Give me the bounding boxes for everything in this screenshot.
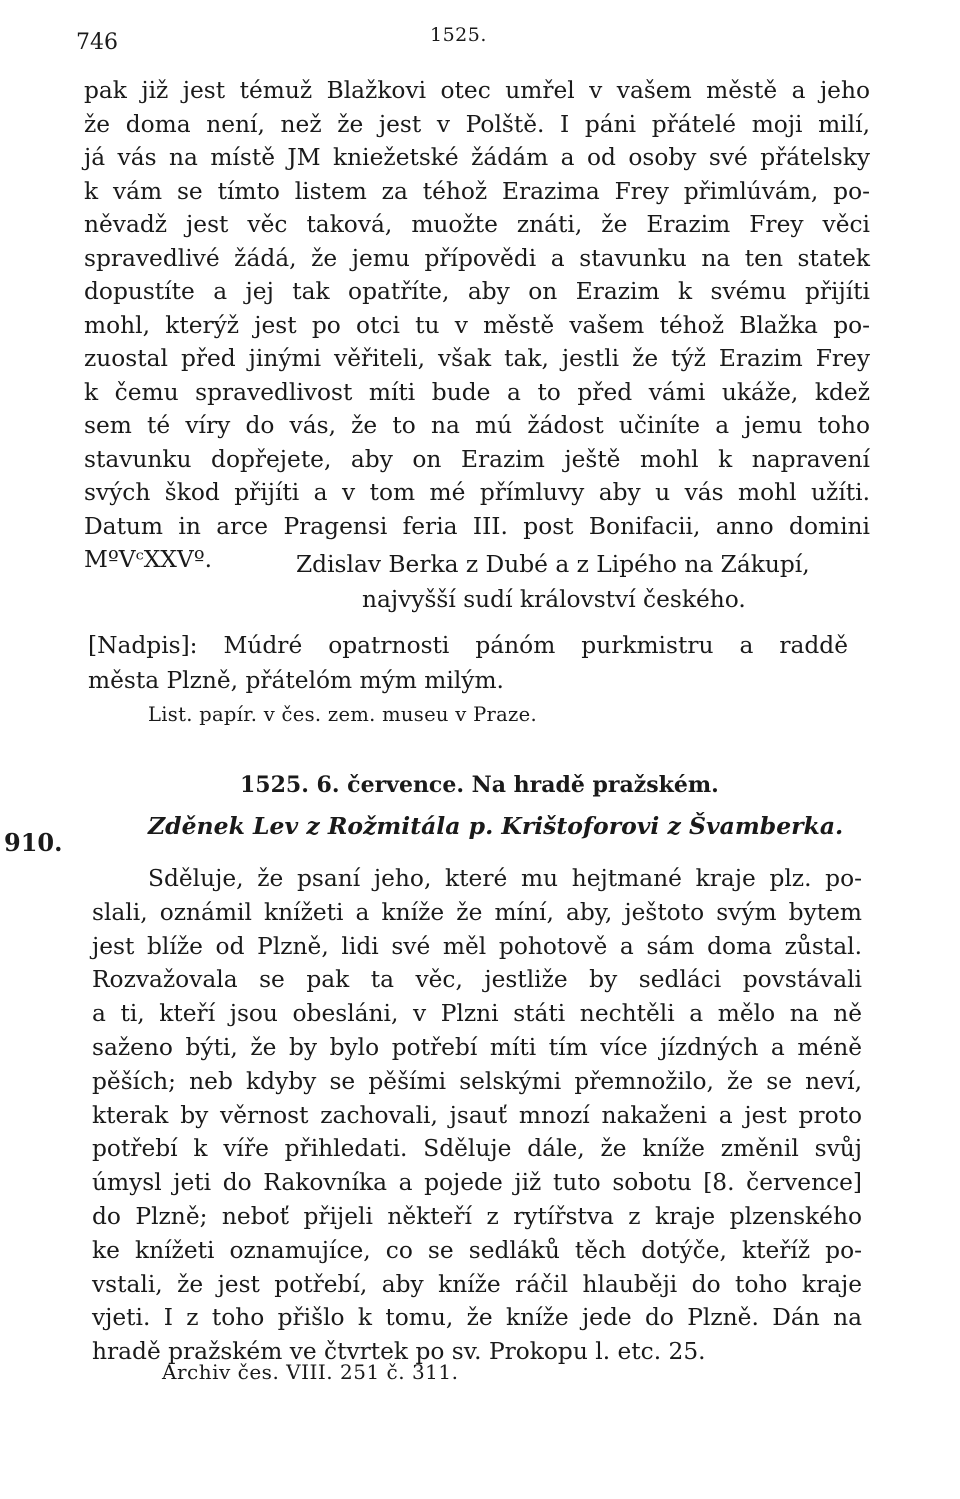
regest-line: Sděluje, že psaní jeho, které mu hejtmané kraje plz. po- (148, 865, 862, 892)
letter-line: pak již jest témuž Blažkovi otec umřel v vašem městě a jeho (84, 77, 870, 104)
regest-line: a ti, kteří jsou obesláni, v Plzni státi nechtěli a mělo na ně (92, 1000, 862, 1028)
regest-line: saženo býti, že by bylo potřebí míti tím více jízdných a méně (92, 1033, 862, 1061)
letter-line: spravedlivé žádá, že jemu přípovědi a stavunku na ten statek (84, 244, 870, 272)
regest-line: hradě pražském ve čtvrtek po sv. Prokopu l. etc. 25. (92, 1338, 706, 1366)
page-number: 746 (76, 30, 118, 55)
letter-body (84, 74, 870, 577)
letter-line: dopustíte a jej tak opatříte, aby on Erazim k svému přijíti (84, 278, 870, 305)
running-head: 1525. (430, 24, 487, 46)
entry-number: 910. (4, 828, 63, 857)
entry-parties: Zděnek Lev z Rožmitála p. Krištoforovi z Švamberka. (148, 812, 844, 840)
letter-line: že doma není, než že jest v Polště. I páni přátelé moji milí, (84, 110, 870, 138)
regest-line: kterak by věrnost zachovali, jsauť mnozí nakaženi a jest proto (92, 1101, 862, 1129)
letter-line: k vám se tímto listem za téhož Erazima Frey přimlúvám, po- (84, 177, 870, 205)
regest-line: Rozvažovala se pak ta věc, jestliže by sedláci povstávali (92, 966, 862, 994)
address-line: [Nadpis]: Múdré opatrnosti pánóm purkmistru a raddě (88, 632, 848, 659)
regest-line: slali, oznámil knížeti a kníže že míní, aby, ještoto svým bytem (92, 898, 862, 926)
regest-line: jest blíže od Plzně, lidi své měl pohotově a sám doma zůstal. (92, 932, 862, 960)
regest-line: potřebí k víře přihledati. Sděluje dále, že kníže změnil svůj (92, 1135, 862, 1163)
signature-title: najvyšší sudí království českého. (362, 586, 746, 613)
regest-line: vjeti. I z toho přišlo k tomu, že kníže jede do Plzně. Dán na (92, 1304, 862, 1332)
regest-line: do Plzně; neboť přijeli někteří z rytířstva z kraje plzenského (92, 1202, 862, 1230)
letter-line: k čemu spravedlivost míti bude a to před vámi ukáže, kdež (84, 378, 870, 406)
letter-line: sem té víry do vás, že to na mú žádost učiníte a jemu toho (84, 412, 870, 439)
letter-line: zuostal před jinými věřiteli, však tak, jestli že týž Erazim Frey (84, 345, 870, 372)
letter-source-note: List. papír. v čes. zem. museu v Praze. (148, 703, 537, 726)
letter-line: svých škod přijíti a v tom mé přímluvy aby u vás mohl užíti. (84, 479, 870, 506)
letter-line: MºVᶜXXVº. (84, 546, 213, 573)
letter-line: Datum in arce Pragensi feria III. post Bonifacii, anno domini (84, 512, 870, 540)
regest-line: ke knížeti oznamujíce, co se sedláků těch dotýče, kteříž po- (92, 1236, 862, 1264)
letter-line: mohl, kterýž jest po otci tu v městě vašem téhož Blažka po- (84, 311, 870, 339)
regest-line: vstali, že jest potřebí, aby kníže ráčil hlauběji do toho kraje (92, 1270, 862, 1298)
entry-source-note: Archiv čes. VIII. 251 č. 311. (162, 1360, 459, 1384)
address-line: města Plzně, přátelóm mým milým. (88, 667, 504, 694)
letter-address (88, 628, 848, 698)
letter-line: stavunku dopřejete, aby on Erazim ještě mohl k napravení (84, 445, 870, 473)
letter-line: já vás na místě JM kniežetské žádám a od osoby své přátelsky (84, 144, 870, 171)
signature-name: Zdislav Berka z Dubé a z Lipého na Zákupí, (296, 551, 810, 578)
letter-line: něvadž jest věc taková, muožte znáti, že Erazim Frey věci (84, 211, 870, 238)
regest-line: pěších; neb kdyby se pěšími selskými přemnožilo, že se neví, (92, 1067, 862, 1095)
regest-line: úmysl jeti do Rakovníka a pojede již tuto sobotu [8. července] (92, 1169, 862, 1197)
entry-regest (92, 862, 862, 1369)
entry-date-place: 1525. 6. července. Na hradě pražském. (240, 772, 719, 798)
